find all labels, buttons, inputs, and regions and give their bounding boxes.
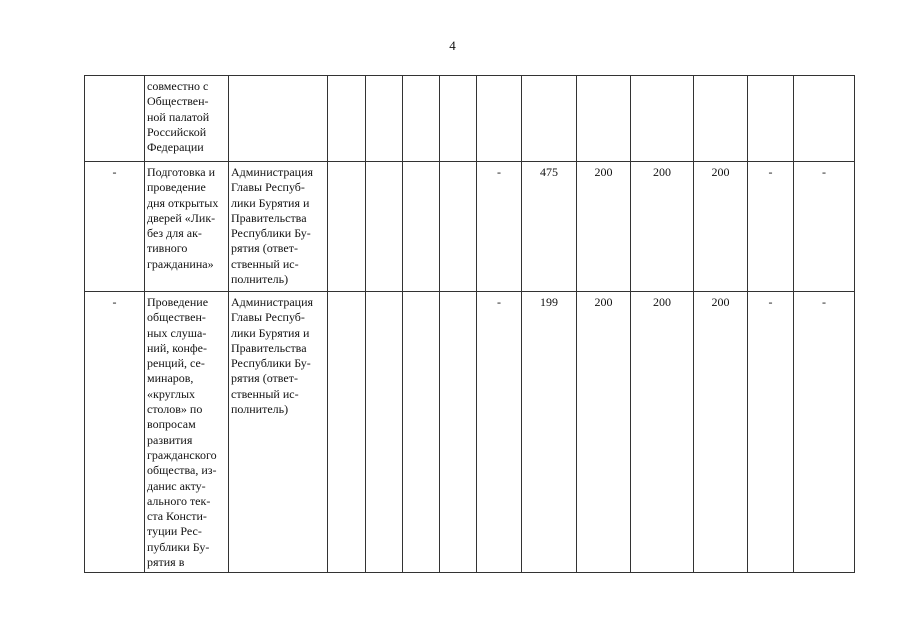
event-cell: Проведение обществен- ных слуша- ний, конфе- ренций, се- минаров, «круглых столов» по вопросам развития гражданского общества, из- данис акту- ального тек- ста Консти- туции Рес- публики Бу- рятия в bbox=[145, 292, 229, 573]
data-cell: 200 bbox=[577, 162, 631, 292]
data-cell: 200 bbox=[694, 162, 748, 292]
data-cell: 200 bbox=[694, 292, 748, 573]
table-row bbox=[85, 76, 855, 162]
data-cell bbox=[794, 76, 855, 162]
table-row bbox=[85, 162, 855, 292]
event-cell: совместно с Обществен- ной палатой Российской Федерации bbox=[145, 76, 229, 162]
data-cell bbox=[748, 76, 794, 162]
data-cell bbox=[403, 292, 440, 573]
data-cell bbox=[577, 76, 631, 162]
data-cell bbox=[522, 76, 577, 162]
data-cell bbox=[477, 76, 522, 162]
page-number: 4 bbox=[449, 38, 456, 53]
event-cell: Подготовка и проведение дня открытых дверей «Лик- без для ак- тивного гражданина» bbox=[145, 162, 229, 292]
data-cell: - bbox=[477, 162, 522, 292]
executor-cell: Администрация Главы Респуб- лики Бурятия и Правительства Республики Бу- рятия (ответ- ственный ис- полнитель) bbox=[229, 162, 328, 292]
data-cell: 199 bbox=[522, 292, 577, 573]
row-number-cell bbox=[85, 76, 145, 162]
row-number-cell: - bbox=[85, 162, 145, 292]
data-cell bbox=[328, 76, 366, 162]
executor-cell: Администрация Главы Респуб- лики Бурятия и Правительства Республики Бу- рятия (ответ- ственный ис- полнитель) bbox=[229, 292, 328, 573]
data-cell: - bbox=[794, 292, 855, 573]
data-cell bbox=[328, 292, 366, 573]
data-cell bbox=[440, 76, 477, 162]
data-cell bbox=[694, 76, 748, 162]
data-cell: - bbox=[794, 162, 855, 292]
data-cell bbox=[440, 292, 477, 573]
data-cell: - bbox=[748, 162, 794, 292]
data-cell: 200 bbox=[631, 162, 694, 292]
data-cell bbox=[328, 162, 366, 292]
data-cell bbox=[366, 162, 403, 292]
data-cell bbox=[403, 76, 440, 162]
data-cell bbox=[631, 76, 694, 162]
data-cell bbox=[366, 76, 403, 162]
data-cell: 200 bbox=[631, 292, 694, 573]
data-cell: 200 bbox=[577, 292, 631, 573]
data-cell bbox=[440, 162, 477, 292]
row-number-cell: - bbox=[85, 292, 145, 573]
table-row bbox=[85, 292, 855, 573]
data-cell bbox=[403, 162, 440, 292]
data-cell bbox=[366, 292, 403, 573]
program-table bbox=[84, 75, 855, 573]
data-cell: - bbox=[477, 292, 522, 573]
executor-cell bbox=[229, 76, 328, 162]
data-cell: 475 bbox=[522, 162, 577, 292]
data-cell: - bbox=[748, 292, 794, 573]
